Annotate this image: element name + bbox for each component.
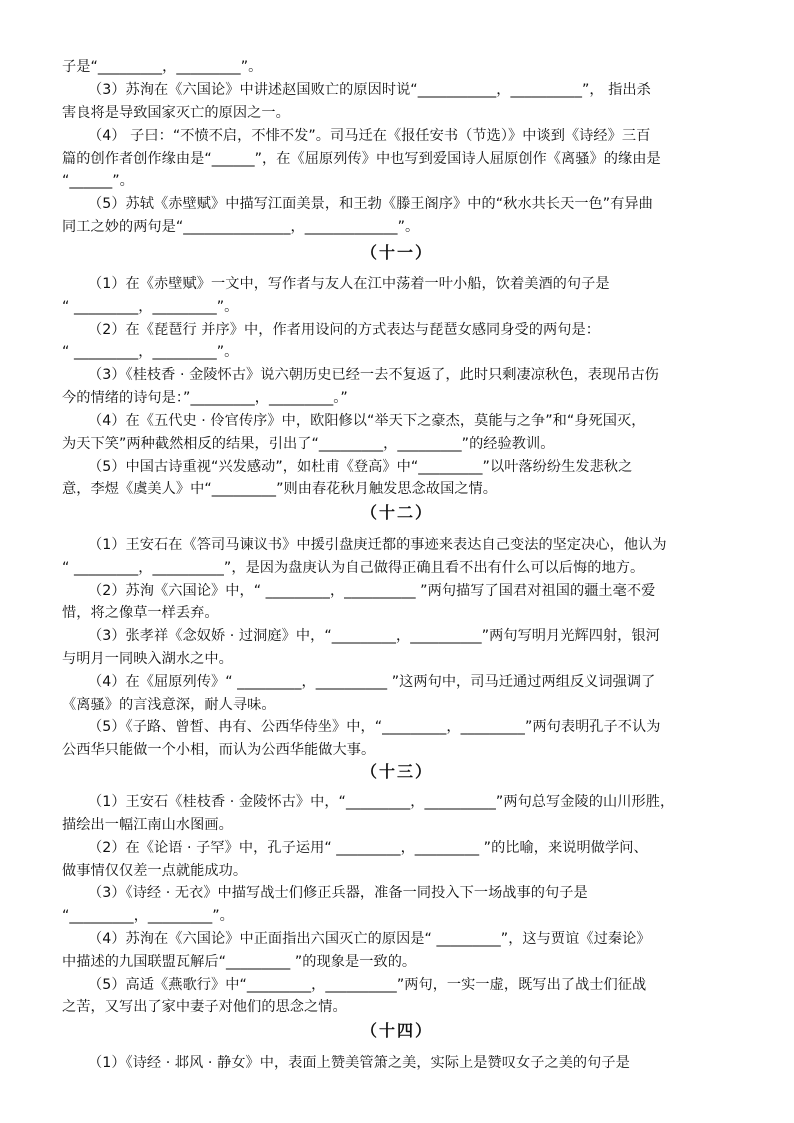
text-line: 之苦，又写出了家中妻子对他们的思念之情。 [62, 999, 347, 1015]
text-line: （4）在《五代史 · 伶官传序》中，欧阳修以“举天下之豪杰，莫能与之争”和“身死国灭， [88, 413, 646, 429]
text-line: 惜，将之像草一样丢弃。 [62, 605, 219, 621]
text-line: （5）《子路、曾皙、冉有、公西华侍坐》中，“_________，_________”两句表明孔子不认为 [88, 719, 661, 735]
section-heading: （十一） [360, 243, 433, 262]
text-line: 同工之妙的两句是“_______________，_____________”。 [62, 219, 420, 235]
section-heading: （十三） [360, 762, 433, 781]
text-line: 意，李煜《虞美人》中“_________”则由春花秋月触发思念故国之情。 [62, 481, 498, 497]
text-line: （5）苏轼《赤壁赋》中描写江面美景，和王勃《滕王阁序》中的“秋水共长天一色”有异曲 [88, 196, 653, 212]
text-line: 与明月一同映入湖水之中。 [62, 651, 233, 667]
text-line: 做事情仅仅差一点就能成功。 [62, 863, 248, 879]
text-line: 公西华只能做一个小相，而认为公西华能做大事。 [62, 742, 376, 758]
text-line: （3）《诗经 · 无衣》中描写战士们修正兵器，准备一同投入下一场战事的句子是 [88, 885, 588, 901]
text-line: 中描述的九国联盟瓦解后“_________ ”的现象是一致的。 [62, 954, 417, 970]
text-line: 害良将是导致国家灭亡的原因之一。 [62, 105, 290, 121]
text-line: “______”。 [62, 173, 134, 189]
text-line: （1）《诗经 · 邶风 · 静女》中，表面上赞美管箫之美，实际上是赞叹女子之美的句子是 [88, 1055, 630, 1071]
text-line: （5）中国古诗重视“兴发感动”，如杜甫《登高》中“_________”以叶落纷纷生发悲秋之 [88, 459, 633, 475]
text-line: （3）张孝祥《念奴娇 · 过洞庭》中，“_________，__________”两句写明月光辉四射，银河 [88, 628, 660, 644]
text-line: （4）在《屈原列传》“ _________，__________ ”这两句中，司马迁通过两组反义词强调了 [88, 674, 656, 690]
text-line: 为天下笑”两种截然相反的结果，引出了“_________，_________”的经验教训。 [62, 436, 555, 452]
text-line: “ _________，_________”。 [62, 344, 239, 360]
text-line: （4） 子曰：“不愤不启，不悱不发”。司马迁在《报任安书（节选）》中谈到《诗经》三百 [88, 128, 651, 144]
text-line: （1）王安石《桂枝香 · 金陵怀古》中，“_________，__________”两句总写金陵的山川形胜， [88, 794, 675, 810]
text-line: （1）王安石在《答司马谏议书》中援引盘庚迁都的事迹来表达自己变法的坚定决心，他认为 [88, 537, 667, 553]
text-line: “ _________，_________”。 [62, 299, 239, 315]
text-line: （2）在《琵琶行 并序》中，作者用设问的方式表达与琵琶女感同身受的两句是： [88, 322, 600, 338]
section-heading: （十四） [360, 1021, 433, 1040]
text-line: （2）苏洵《六国论》中，“ _________，__________ ”两句描写了国君对祖国的疆土毫不爱 [88, 583, 656, 599]
text-line: （4）苏洵在《六国论》中正面指出六国灭亡的原因是“ _________”，这与贾谊《过秦论》 [88, 931, 651, 947]
text-line: 篇的创作者创作缘由是“______”，在《屈原列传》中也写到爱国诗人屈原创作《离骚》的缘由是 [62, 151, 661, 167]
text-line: （1）在《赤壁赋》一文中，写作者与友人在江中荡着一叶小船，饮着美酒的句子是 [88, 276, 610, 292]
text-line: （5）高适《燕歌行》中“_________，__________”两句，一实一虚，既写出了战士们征战 [88, 977, 647, 993]
section-heading: （十二） [360, 503, 433, 522]
text-line: 今的情绪的诗句是：”_________，_________。” [62, 390, 348, 406]
text-line: “_________，_________”。 [62, 908, 234, 924]
text-line: “ _________，__________”，是因为盘庚认为自己做得正确且看不出有什么可以后悔的地方。 [62, 560, 645, 576]
text-line: 描绘出一幅江南山水图画。 [62, 817, 233, 833]
text-line: （3）苏洵在《六国论》中讲述赵国败亡的原因时说“___________，__________”， 指出杀 [88, 82, 651, 98]
text-line: （2）在《论语 · 子罕》中，孔子运用“ _________，_________ ”的比喻，来说明做学问、 [88, 840, 648, 856]
text-line: 《离骚》的言浅意深，耐人寻味。 [62, 697, 276, 713]
text-line: （3）《桂枝香 · 金陵怀古》说六朝历史已经一去不复返了，此时只剩凄凉秋色，表现吊古伤 [88, 367, 659, 383]
text-line: 子是“_________，_________”。 [62, 59, 263, 75]
